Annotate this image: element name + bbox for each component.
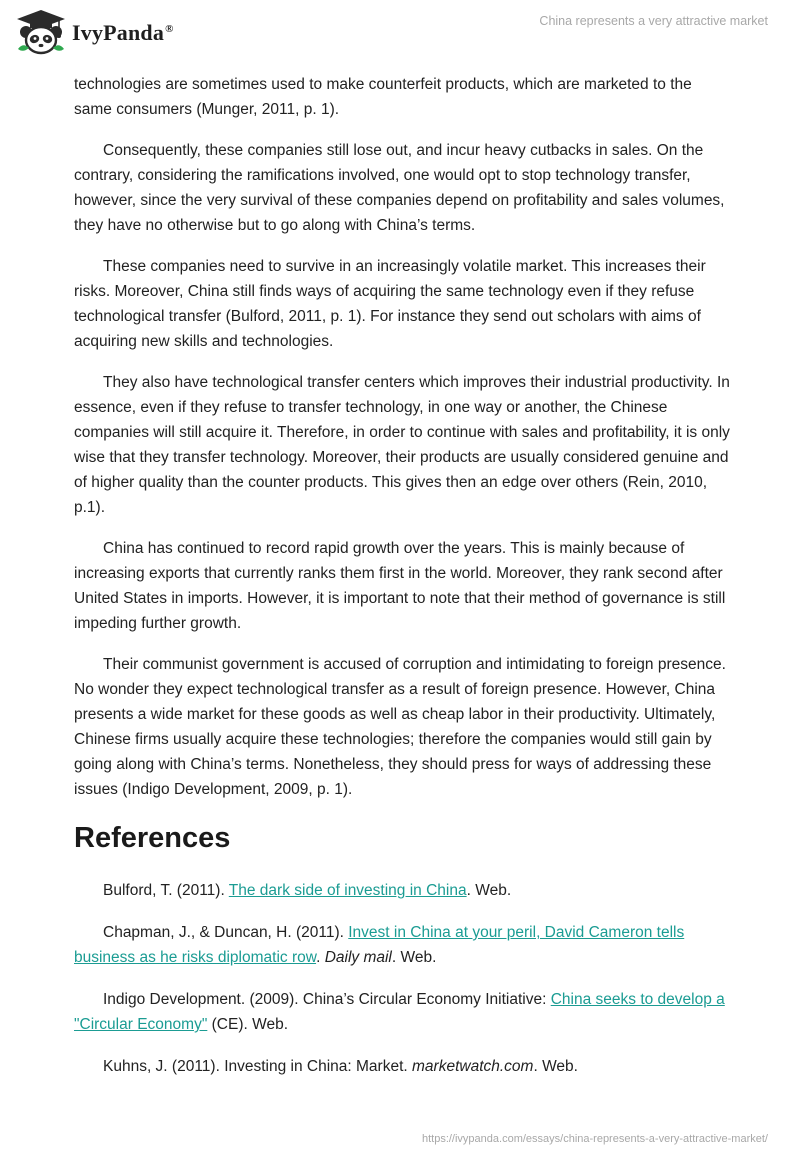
reference-item: Chapman, J., & Duncan, H. (2011). Invest in China at your peril, David Cameron tells business as he risks diplomatic row. Daily mail. Web.	[74, 924, 685, 966]
references-heading: References	[74, 822, 231, 854]
page-header	[0, 0, 800, 60]
footer-url: https://ivypanda.com/essays/china-represents-a-very-attractive-market/	[421, 1133, 768, 1145]
panda-graduate-icon	[14, 8, 68, 56]
reference-item: Kuhns, J. (2011). Investing in China: Market. marketwatch.com. Web.	[103, 1058, 578, 1075]
reference-item: Bulford, T. (2011). The dark side of investing in China. Web.	[103, 882, 512, 899]
reference-link[interactable]: China seeks to develop a "Circular Economy"	[74, 991, 725, 1033]
paragraph: They also have technological transfer centers which improves their industrial productivity. In essence, even if they refuse to transfer technology, in one way or another, the Chinese companies will still acquire it. Therefore, in order to continue with sales and profitability, it is only wise that they transfer technology. Moreover, their products are usually considered genuine and of higher quality than the counter products. This gives then an edge over others (Rein, 2010, p.1).	[74, 374, 730, 516]
paragraph: Their communist government is accused of corruption and intimidating to foreign presence. No wonder they expect technological transfer as a result of foreign presence. However, China presents a wide market for these goods as well as cheap labor in their productivity. Ultimately, Chinese firms usually acquire these technologies; therefore the companies would still gain by going along with China’s terms. Nonetheless, they should press for ways of addressing these issues (Indigo Development, 2009, p. 1).	[74, 656, 726, 798]
essay-content	[74, 72, 730, 1096]
reference-item: Indigo Development. (2009). China’s Circular Economy Initiative: China seeks to develop a "Circular Economy" (CE). Web.	[74, 991, 725, 1033]
reference-link[interactable]: The dark side of investing in China	[228, 882, 467, 899]
reference-link[interactable]: Invest in China at your peril, David Cameron tells business as he risks diplomatic row	[74, 924, 685, 966]
ivypanda-logo[interactable]	[14, 8, 174, 56]
page-title: China represents a very attractive market	[539, 14, 768, 28]
paragraph: China has continued to record rapid growth over the years. This is mainly because of increasing exports that currently ranks them first in the world. Moreover, they rank second after United States in imports. However, it is important to note that their method of governance is still impeding further growth.	[74, 540, 726, 632]
paragraph: These companies need to survive in an increasingly volatile market. This increases their risks. Moreover, China still finds ways of acquiring the same technology even if they refuse technological transfer (Bulford, 2011, p. 1). For instance they send out scholars with aims of acquiring new skills and technologies.	[74, 258, 706, 350]
brand-name: IvyPanda®	[72, 20, 174, 45]
paragraph: technologies are sometimes used to make counterfeit products, which are marketed to the same consumers (Munger, 2011, p. 1).	[74, 76, 692, 118]
paragraph: Consequently, these companies still lose out, and incur heavy cutbacks in sales. On the contrary, considering the ramifications involved, one would opt to stop technology transfer, however, since the very survival of these companies depend on profitability and sales volumes, they have no otherwise but to go along with China’s terms.	[74, 142, 725, 234]
